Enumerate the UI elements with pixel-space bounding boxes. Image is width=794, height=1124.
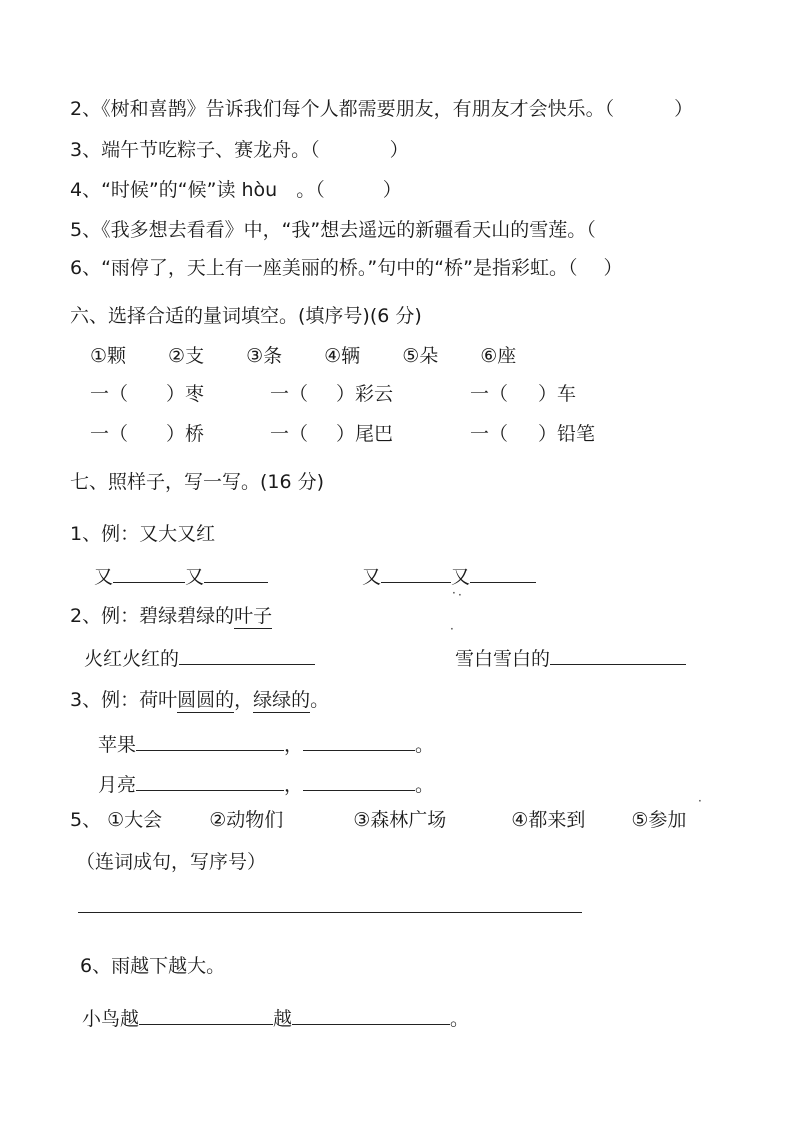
question-5: 5、《我多想去看看》中，“我”想去遥远的新疆看天山的雪莲。（ <box>70 219 596 241</box>
scan-speck: · <box>698 794 702 808</box>
blank[interactable] <box>470 562 536 583</box>
blank[interactable] <box>550 644 686 665</box>
word-3: ③森林广场 <box>353 809 447 831</box>
example-2-answer-b: 雪白雪白的 <box>455 644 686 671</box>
fill-row-1-item-3: 一（ ）车 <box>470 383 577 405</box>
option-1: ①颗 <box>90 345 127 367</box>
blank[interactable] <box>381 562 451 583</box>
example-1-label: 1、例：又大又红 <box>70 523 216 545</box>
scan-speck: · <box>450 622 454 636</box>
example-3-label: 3、例：荷叶圆圆的，绿绿的。 <box>70 689 330 711</box>
blank[interactable] <box>113 562 185 583</box>
fill-row-2-item-2: 一（ ）尾巴 <box>270 423 394 445</box>
question-6-answer: 小鸟越 越 。 <box>82 1004 469 1031</box>
fill-row-2-item-3: 一（ ）铅笔 <box>470 423 596 445</box>
measure-word-options <box>90 344 552 368</box>
fill-row-1-item-1: 一（ ）枣 <box>90 383 205 405</box>
example-2-answer-a: 火红火红的 <box>84 644 315 671</box>
option-5: ⑤朵 <box>402 345 439 367</box>
example-3-answer-a: 苹果 ， 。 <box>98 730 434 757</box>
fill-row-2-item-1: 一（ ）桥 <box>90 423 205 445</box>
blank[interactable] <box>136 730 284 751</box>
scan-speck: · <box>452 586 456 600</box>
blank[interactable] <box>303 770 415 791</box>
question-4: 4、“时候”的“候”读 hòu 。（ ） <box>70 179 402 201</box>
blank[interactable] <box>204 562 268 583</box>
section-6-title: 六、选择合适的量词填空。(填序号)(6 分) <box>70 305 422 327</box>
question-2: 2、《树和喜鹊》告诉我们每个人都需要朋友，有朋友才会快乐。（ ） <box>70 98 694 120</box>
option-4: ④辆 <box>324 345 361 367</box>
option-3: ③条 <box>246 345 283 367</box>
example-2-label: 2、例：碧绿碧绿的叶子 <box>70 605 273 627</box>
question-6: 6、“雨停了，天上有一座美丽的桥。”句中的“桥”是指彩虹。（ ） <box>70 257 623 279</box>
option-6: ⑥座 <box>480 345 517 367</box>
answer-line[interactable] <box>78 912 582 913</box>
word-5: ⑤参加 <box>631 809 687 831</box>
word-2: ②动物们 <box>209 809 284 831</box>
blank[interactable] <box>139 1004 273 1025</box>
blank[interactable] <box>136 770 284 791</box>
question-5-words: 5、 ①大会 ②动物们 ③森林广场 ④都来到 ⑤参加 <box>70 809 687 831</box>
example-1-answer-b: 又 又 <box>362 562 536 589</box>
example-3-answer-b: 月亮 ， 。 <box>98 770 434 797</box>
fill-row-1-item-2: 一（ ）彩云 <box>270 383 394 405</box>
blank[interactable] <box>292 1004 450 1025</box>
word-4: ④都来到 <box>511 809 586 831</box>
question-6-label: 6、雨越下越大。 <box>80 955 226 977</box>
section-7-title: 七、照样子，写一写。(16 分) <box>70 471 325 493</box>
example-1-answer-a: 又 又 <box>94 562 268 589</box>
blank[interactable] <box>179 644 315 665</box>
scan-speck: · <box>458 588 462 602</box>
question-5-hint: （连词成句，写序号） <box>76 851 267 873</box>
question-3: 3、端午节吃粽子、赛龙舟。（ ） <box>70 139 409 161</box>
option-2: ②支 <box>168 345 205 367</box>
word-1: ①大会 <box>107 809 163 831</box>
blank[interactable] <box>303 730 415 751</box>
